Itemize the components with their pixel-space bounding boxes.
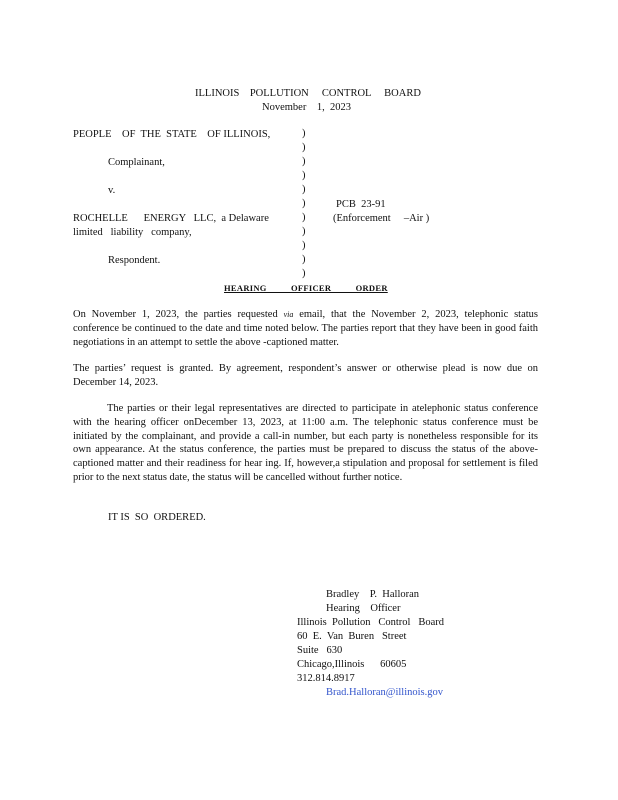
- paren: ): [302, 226, 306, 237]
- signer-title: Hearing Officer: [326, 603, 401, 614]
- complainant-label: Complainant,: [108, 157, 165, 168]
- paren: ): [302, 142, 306, 153]
- paragraph-granted: The parties’ request is granted. By agreement, respondent’s answer or otherwise plead is now due on December 14, 2023.: [73, 363, 538, 388]
- paren: ): [302, 184, 306, 195]
- order-title: HEARING OFFICER ORDER: [224, 283, 388, 293]
- street-address: 60 E. Van Buren Street: [297, 631, 407, 642]
- paragraph-continuance: [73, 308, 538, 349]
- email-link[interactable]: Brad.Halloran@illinois.gov: [326, 687, 443, 698]
- paren: ): [302, 254, 306, 265]
- paragraph-continuance-a: On November 1, 2023, the parties requested: [73, 309, 278, 320]
- paren: ): [302, 128, 306, 139]
- so-ordered: IT IS SO ORDERED.: [108, 512, 206, 523]
- respondent-label: Respondent.: [108, 255, 161, 266]
- versus-label: v.: [108, 185, 116, 196]
- respondent-name-line1: ROCHELLE ENERGY LLC, a Delaware: [73, 213, 269, 224]
- paren: ): [302, 240, 306, 251]
- city-state-zip: Chicago,Illinois 60605: [297, 659, 407, 670]
- paren: ): [302, 170, 306, 181]
- signer-name: Bradley P. Halloran: [326, 589, 420, 600]
- caption-divider: [302, 127, 306, 281]
- phone-number: 312.814.8917: [297, 673, 355, 684]
- paren: ): [302, 156, 306, 167]
- paren: ): [302, 198, 306, 209]
- paragraph-continuance-b: email, that the November 2, 2023, telephonic status conference be continued to the date and time noted below. The parties report that they have been in good faith negotiations in an attempt to settle the above -captioned matter.: [73, 309, 539, 348]
- board-name: Illinois Pollution Control Board: [297, 617, 445, 628]
- order-date: November 1, 2023: [262, 102, 351, 113]
- plaintiff-name: PEOPLE OF THE STATE OF ILLINOIS,: [73, 129, 271, 140]
- paren: ): [302, 268, 306, 279]
- paren: ): [302, 212, 306, 223]
- suite-number: Suite 630: [297, 645, 343, 656]
- respondent-name-line2: limited liability company,: [73, 227, 192, 238]
- paragraph-status-conference: [73, 402, 538, 485]
- paragraph-status-text: The parties or their legal representatives are directed to participate in atelephonic status conference with the hearing officer onDecember 13, 2023, at 11:00 a.m. The telephonic status conference must be initiated by the complainant, and provide a call-in number, but each party is nonetheless responsible for its own appearance. At the status conference, the parties must be prepared to discuss the status of the above- captioned matter and their readiness for hear ing. If, however,a stipulation and proposal for settlement is filed prior to the next status date, the status will be cancelled without further notice.: [73, 403, 538, 483]
- agency-heading: ILLINOIS POLLUTION CONTROL BOARD: [195, 88, 421, 99]
- case-type: (Enforcement –Air ): [333, 213, 430, 224]
- via-word: via: [283, 310, 294, 319]
- case-number: PCB 23-91: [336, 199, 386, 210]
